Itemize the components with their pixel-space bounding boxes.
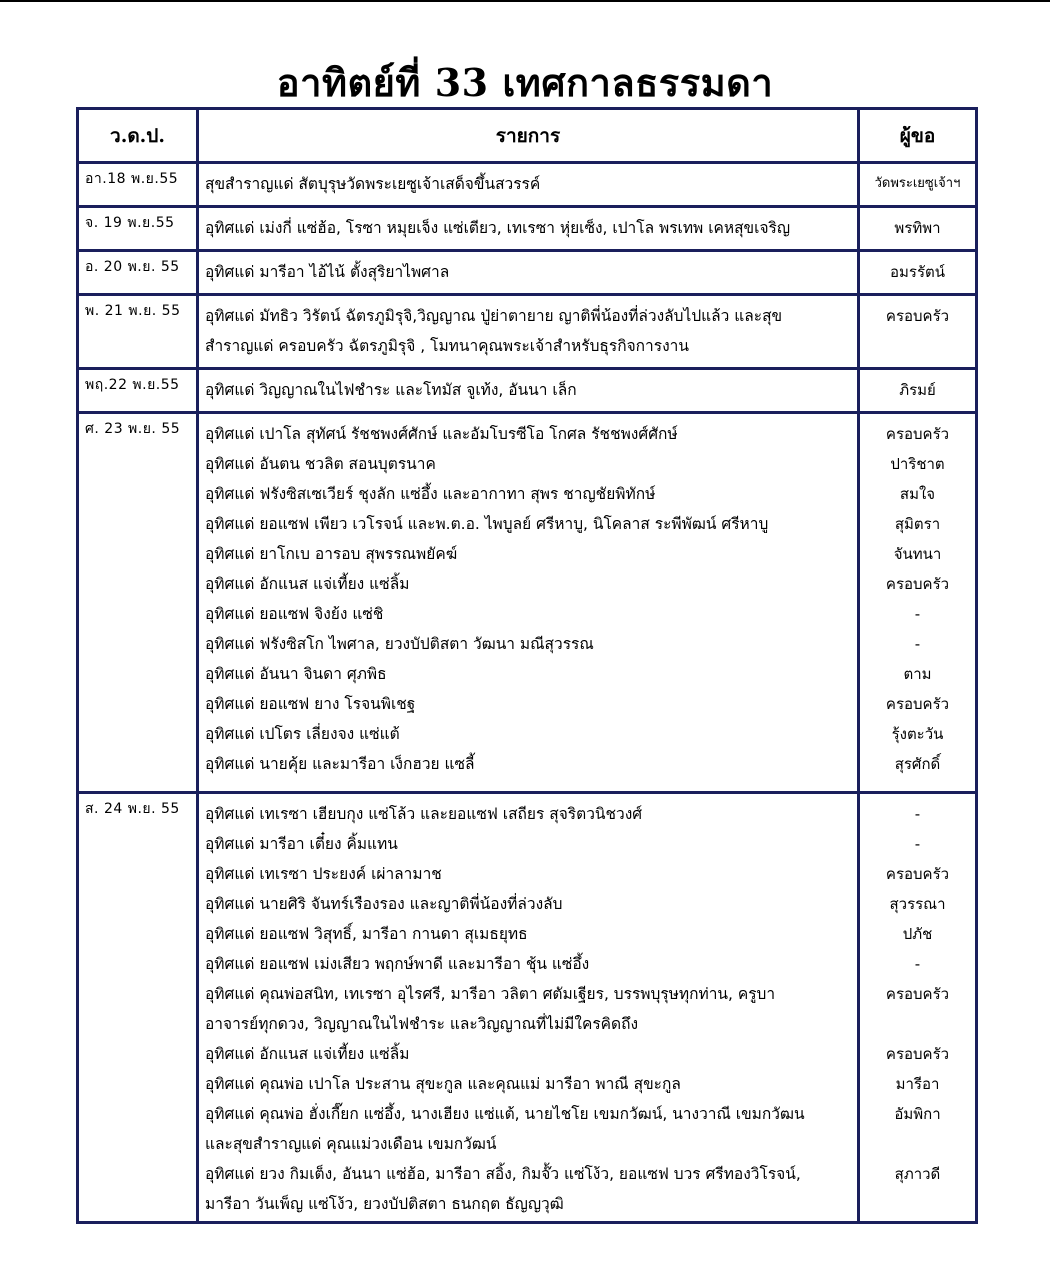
table-row xyxy=(78,163,977,207)
requester-name: วัดพระเยซูเจ้าฯ xyxy=(874,176,961,191)
requester-name xyxy=(860,1189,975,1219)
row-intentions xyxy=(198,251,859,295)
row-requesters xyxy=(859,163,977,207)
requester-name: ภิรมย์ xyxy=(899,381,936,399)
row-requesters xyxy=(859,295,977,369)
row-date: อา.18 พ.ย.55 xyxy=(78,163,198,207)
row-date: พ. 21 พ.ย. 55 xyxy=(78,295,198,369)
table-row xyxy=(78,793,977,1223)
intention-line: อุทิศแด่ อันตน ชวลิต สอนบุตรนาค xyxy=(205,455,436,473)
header-date: ว.ด.ป. xyxy=(78,109,198,163)
intention-line: อุทิศแด่ คุณพ่อสนิท, เทเรซา อุไรศรี, มารีอา วลิตา ศตัมเฐียร, บรรพบุรุษทุกท่าน, ครูบา xyxy=(205,985,776,1003)
table-row xyxy=(78,369,977,413)
row-intentions xyxy=(198,413,859,793)
intention-line: อุทิศแด่ เปโตร เลี่ยงจง แซ่แต้ xyxy=(205,725,400,743)
intention-line: อุทิศแด่ นายคุ้ย และมารีอา เง็กฮวย แซลี้ xyxy=(205,755,475,773)
mass-intention-table xyxy=(76,107,978,1224)
row-intentions xyxy=(198,295,859,369)
requester-name: ครอบครัว xyxy=(885,307,950,325)
requester-name: สุภาวดี xyxy=(894,1165,941,1183)
table-header-row xyxy=(78,109,977,163)
intention-line: อุทิศแด่ คุณพ่อ เปาโล ประสาน สุขะกูล และคุณแม่ มารีอา พาณี สุขะกูล xyxy=(205,1075,681,1093)
table-row xyxy=(78,295,977,369)
requester-name: ครอบครัว xyxy=(885,1045,950,1063)
intention-line: อุทิศแด่ ยอแซฟ จิงย้ง แซ่ชิ xyxy=(205,605,384,623)
row-date: อ. 20 พ.ย. 55 xyxy=(78,251,198,295)
requester-name: สุรศักดิ์ xyxy=(894,755,941,773)
requester-name: สมใจ xyxy=(899,485,936,503)
header-list: รายการ xyxy=(198,109,859,163)
requester-name: ครอบครัว xyxy=(885,425,950,443)
requester-name: สุมิตรา xyxy=(894,515,941,533)
requester-name: ครอบครัว xyxy=(885,575,950,593)
intention-line: อุทิศแด่ มัทธิว วิรัตน์ ฉัตรภูมิรุจิ,วิญญาณ ปู่ย่าตายาย ญาติพี่น้องที่ล่วงลับไปแล้ว และสุข xyxy=(205,307,783,325)
intention-line: อุทิศแด่ ยวง กิมเต็ง, อันนา แซ่ฮ้อ, มารีอา สอิ้ง, กิมจ๊้ว แซ่โง้ว, ยอแซฟ บวร ศรีทองวิโรจน์, xyxy=(205,1165,801,1183)
requester-name: - xyxy=(914,805,921,823)
row-date: ศ. 23 พ.ย. 55 xyxy=(78,413,198,793)
row-requesters xyxy=(859,251,977,295)
intention-line: อุทิศแด่ เทเรซา ประยงค์ เผ่าลามาช xyxy=(205,865,442,883)
intention-line: อุทิศแด่ อักแนส แจ่เที้ยง แซ่ลิ้ม xyxy=(205,575,410,593)
row-date: พฤ.22 พ.ย.55 xyxy=(78,369,198,413)
requester-name: พรทิพา xyxy=(894,219,941,237)
row-intentions xyxy=(198,369,859,413)
table-row xyxy=(78,207,977,251)
intention-line: อุทิศแด่ คุณพ่อ ฮั่งเกี๊ยก แซ่อึ้ง, นางเฮียง แซ่แต้, นายไชโย เขมกวัฒน์, นางวาณี เขมกวัฒน xyxy=(205,1105,805,1123)
requester-name xyxy=(860,1009,975,1039)
intention-line: อาจารย์ทุกดวง, วิญญาณในไฟชำระ และวิญญาณที่ไม่มีใครคิดถึง xyxy=(205,1015,639,1033)
intention-line: อุทิศแด่ เม่งกี่ แซ่ฮ้อ, โรซา หมุยเจ็ง แซ่เตียว, เทเรซา หุ่ยเซ็ง, เปาโล พรเทพ เคหสุขเจริญ xyxy=(205,219,791,237)
intention-line: อุทิศแด่ ยอแซฟ ยาง โรจนพิเชฐ xyxy=(205,695,416,713)
row-requesters xyxy=(859,793,977,1223)
requester-name: สุวรรณา xyxy=(889,895,946,913)
header-requester: ผู้ขอ xyxy=(859,109,977,163)
row-intentions xyxy=(198,163,859,207)
intention-line: อุทิศแด่ มารีอา ไอ้ไน้ ตั้งสุริยาไพศาล xyxy=(205,263,450,281)
intention-line: อุทิศแด่ เทเรซา เฮียบกุง แซ่โล้ว และยอแซฟ เสถียร สุจริตวนิชวงศ์ xyxy=(205,805,643,823)
row-requesters xyxy=(859,207,977,251)
row-requesters xyxy=(859,369,977,413)
table-row xyxy=(78,413,977,793)
requester-name: ตาม xyxy=(903,665,932,683)
requester-name: จันทนา xyxy=(893,545,942,563)
requester-name: ครอบครัว xyxy=(885,985,950,1003)
row-date: จ. 19 พ.ย.55 xyxy=(78,207,198,251)
top-border-line xyxy=(0,0,1050,2)
requester-name: ปภัช xyxy=(902,925,933,943)
requester-name xyxy=(860,1129,975,1159)
intention-line: และสุขสำราญแด่ คุณแม่วงเดือน เขมกวัฒน์ xyxy=(205,1135,497,1153)
requester-name: ครอบครัว xyxy=(885,865,950,883)
requester-name: อัมพิกา xyxy=(894,1105,941,1123)
requester-name: ครอบครัว xyxy=(885,695,950,713)
intention-line: มารีอา วันเพ็ญ แซ่โง้ว, ยวงบัปติสตา ธนกฤต ธัญญวุฒิ xyxy=(205,1195,564,1213)
intention-line: อุทิศแด่ นายศิริ จันทร์เรืองรอง และญาติพี่น้องที่ล่วงลับ xyxy=(205,895,563,913)
intention-line: อุทิศแด่ เปาโล สุทัศน์ รัชชพงศ์ศักษ์ และอัมโบรซีโอ โกศล รัชชพงศ์ศักษ์ xyxy=(205,425,678,443)
intention-line: อุทิศแด่ ยาโกเบ อารอบ สุพรรณพยัคฆ์ xyxy=(205,545,458,563)
requester-name: อมรรัตน์ xyxy=(889,263,945,281)
page-title: อาทิตย์ที่ 33 เทศกาลธรรมดา xyxy=(276,60,774,105)
intention-line: อุทิศแด่ ฟรังซิสเซเวียร์ ชุงลัก แซ่อึ้ง และอากาทา สุพร ชาญชัยพิทักษ์ xyxy=(205,485,656,503)
row-requesters xyxy=(859,413,977,793)
intention-line: สุขสำราญแด่ สัตบุรุษวัดพระเยซูเจ้าเสด็จขึ้นสวรรค์ xyxy=(205,175,541,193)
row-date: ส. 24 พ.ย. 55 xyxy=(78,793,198,1223)
intention-line: อุทิศแด่ อันนา จินดา ศุภพิธ xyxy=(205,665,387,683)
intention-line: สำราญแด่ ครอบครัว ฉัตรภูมิรุจิ , โมทนาคุณพระเจ้าสำหรับธุรกิจการงาน xyxy=(205,337,689,355)
intention-line: อุทิศแด่ อักแนส แจ่เที้ยง แซ่ลิ้ม xyxy=(205,1045,410,1063)
intention-line: อุทิศแด่ ยอแซฟ เพียว เวโรจน์ และพ.ต.อ. ไพบูลย์ ศรีหาบู, นิโคลาส ระพีพัฒน์ ศรีหาบู xyxy=(205,515,769,533)
row-intentions xyxy=(198,207,859,251)
requester-name: - xyxy=(914,955,921,973)
intention-line: อุทิศแด่ วิญญาณในไฟชำระ และโทมัส จูเท้ง, อันนา เล็ก xyxy=(205,381,577,399)
row-intentions xyxy=(198,793,859,1223)
intention-line: อุทิศแด่ ยอแซฟ เม่งเสียว พฤกษ์พาดี และมารีอา ชุ้น แซ่อึ้ง xyxy=(205,955,590,973)
requester-name: มารีอา xyxy=(895,1075,940,1093)
requester-name: รุ้งตะวัน xyxy=(891,725,944,743)
intention-line: อุทิศแด่ ยอแซฟ วิสุทธิ์, มารีอา กานดา สุเมธยุทธ xyxy=(205,925,528,943)
requester-name: - xyxy=(914,835,921,853)
table-row xyxy=(78,251,977,295)
intention-line: อุทิศแด่ มารีอา เตี๋ยง คิ้มแทน xyxy=(205,835,398,853)
requester-name: - xyxy=(914,635,921,653)
intention-line: อุทิศแด่ ฟรังซิสโก ไพศาล, ยวงบัปติสตา วัฒนา มณีสุวรรณ xyxy=(205,635,594,653)
requester-name: ปาริชาต xyxy=(890,455,945,473)
requester-name xyxy=(860,331,975,361)
requester-name: - xyxy=(914,605,921,623)
